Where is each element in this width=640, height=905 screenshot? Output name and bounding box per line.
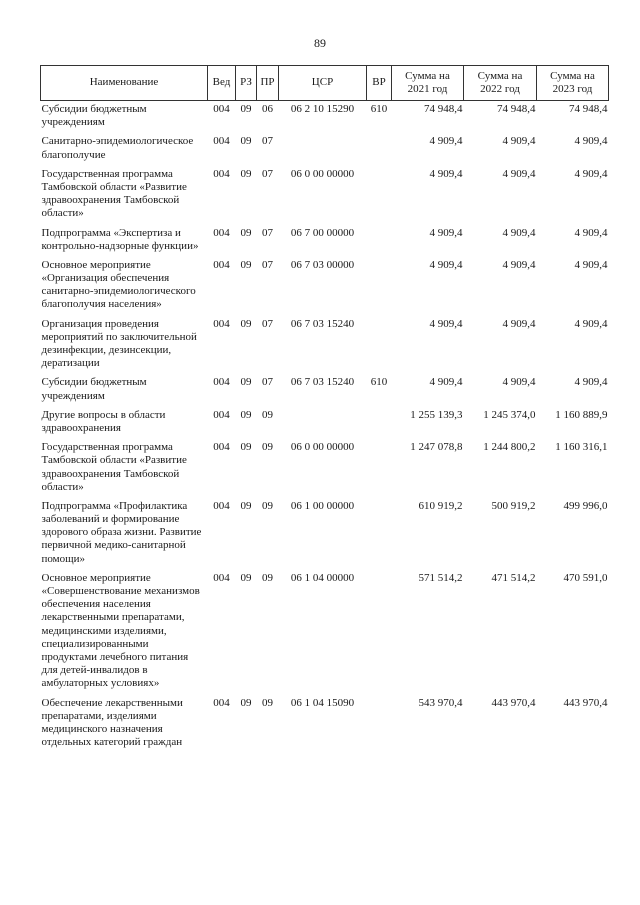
- row-sum-2023: 4 909,4: [574, 317, 608, 330]
- table-row: [41, 500, 609, 572]
- row-sum-2022: 471 514,2: [491, 571, 536, 584]
- row-ved: 004: [213, 499, 230, 512]
- table-row: [41, 135, 609, 167]
- row-sum-2023: 4 909,4: [574, 226, 608, 239]
- row-csr: 06 0 00 00000: [290, 441, 355, 454]
- header-sum-2021: Сумма на 2021 год: [392, 66, 464, 101]
- row-sum-2021: 4 909,4: [429, 376, 463, 389]
- row-pr: 09: [262, 408, 273, 421]
- row-sum-2021: 4 909,4: [429, 226, 463, 239]
- row-sum-2023: 470 591,0: [563, 571, 608, 584]
- row-sum-2023: 74 948,4: [569, 103, 608, 115]
- row-name: Санитарно-эпидемиологическое благополучие: [41, 135, 194, 161]
- row-sum-2021: 610 919,2: [418, 499, 463, 512]
- row-name: Государственная программа Тамбовской области «Развитие здравоохранения Тамбовской области»: [41, 441, 187, 493]
- row-ved: 004: [213, 135, 230, 148]
- header-sum-2023: Сумма на 2023 год: [537, 66, 609, 101]
- header-ved: Вед: [208, 66, 236, 101]
- row-csr: 06 2 10 15290: [290, 103, 355, 115]
- row-sum-2023: 1 160 889,9: [555, 408, 608, 421]
- row-vr: [367, 135, 392, 167]
- row-sum-2022: 1 245 374,0: [483, 408, 536, 421]
- row-csr: 06 1 00 00000: [290, 499, 355, 512]
- row-sum-2021: 1 255 139,3: [410, 408, 463, 421]
- table-row: [41, 101, 609, 136]
- table-row: [41, 441, 609, 500]
- row-sum-2022: 1 244 800,2: [483, 441, 536, 454]
- row-name: Подпрограмма «Профилактика заболеваний и формирование здорового образа жизни. Развитие первичной медико-санитарной помощи»: [41, 499, 202, 565]
- header-name: Наименование: [41, 66, 208, 101]
- row-rz: 09: [240, 317, 252, 330]
- table-row: [41, 697, 609, 756]
- row-sum-2022: 4 909,4: [502, 167, 536, 180]
- row-vr: [367, 168, 392, 227]
- table-row: [41, 318, 609, 377]
- table-row: [41, 572, 609, 697]
- header-rz: РЗ: [236, 66, 257, 101]
- table-row: [41, 259, 609, 318]
- row-vr: [367, 259, 392, 318]
- row-pr: 06: [262, 103, 273, 115]
- table-row: [41, 227, 609, 259]
- row-pr: 07: [262, 317, 273, 330]
- row-sum-2023: 4 909,4: [574, 376, 608, 389]
- row-vr: 610: [370, 376, 388, 389]
- row-ved: 004: [213, 103, 230, 115]
- row-name: Подпрограмма «Экспертиза и контрольно-надзорные функции»: [41, 226, 199, 252]
- row-ved: 004: [213, 226, 230, 239]
- row-sum-2021: 4 909,4: [429, 258, 463, 271]
- row-sum-2023: 4 909,4: [574, 135, 608, 148]
- row-sum-2021: 571 514,2: [418, 571, 463, 584]
- row-csr: 06 1 04 15090: [290, 696, 355, 709]
- row-rz: 09: [240, 103, 252, 115]
- row-sum-2021: 4 909,4: [429, 167, 463, 180]
- row-pr: 09: [262, 696, 273, 709]
- row-sum-2021: 1 247 078,8: [410, 441, 463, 454]
- row-vr: 610: [370, 103, 388, 115]
- row-csr: [279, 409, 367, 441]
- row-sum-2022: 74 948,4: [497, 103, 536, 115]
- row-sum-2021: 4 909,4: [429, 317, 463, 330]
- table-row: [41, 409, 609, 441]
- row-ved: 004: [213, 258, 230, 271]
- row-rz: 09: [240, 226, 252, 239]
- row-sum-2022: 4 909,4: [502, 317, 536, 330]
- row-name: Государственная программа Тамбовской области «Развитие здравоохранения Тамбовской области»: [41, 167, 187, 220]
- row-name: Основное мероприятие «Организация обеспечения санитарно-эпидемиологического благополучия населения»: [41, 258, 196, 311]
- row-sum-2023: 443 970,4: [563, 696, 608, 709]
- row-pr: 09: [262, 499, 273, 512]
- row-ved: 004: [213, 696, 230, 709]
- row-csr: 06 1 04 00000: [290, 571, 355, 584]
- row-ved: 004: [213, 441, 230, 454]
- header-vr: ВР: [367, 66, 392, 101]
- row-name: Основное мероприятие «Совершенствование механизмов обеспечения населения лекарственными препаратами, медицинскими изделиями, специализированными продуктами лечебного питания для детей-инвалидов в амбулаторных условиях»: [41, 571, 200, 690]
- row-ved: 004: [213, 408, 230, 421]
- header-pr: ПР: [257, 66, 279, 101]
- row-rz: 09: [240, 167, 252, 180]
- row-pr: 07: [262, 258, 273, 271]
- row-csr: [279, 135, 367, 167]
- row-rz: 09: [240, 441, 252, 454]
- row-csr: 06 7 00 00000: [290, 226, 355, 239]
- row-sum-2022: 443 970,4: [491, 696, 536, 709]
- row-pr: 09: [262, 571, 273, 584]
- row-rz: 09: [240, 376, 252, 389]
- page-number: 89: [314, 36, 326, 50]
- row-vr: [367, 572, 392, 697]
- row-name: Организация проведения мероприятий по заключительной дезинфекции, дезинсекции, дератизации: [41, 317, 197, 370]
- header-sum-2022: Сумма на 2022 год: [464, 66, 537, 101]
- row-sum-2022: 4 909,4: [502, 135, 536, 148]
- table-row: [41, 376, 609, 408]
- row-sum-2023: 1 160 316,1: [555, 441, 608, 454]
- row-pr: 07: [262, 135, 273, 148]
- row-rz: 09: [240, 258, 252, 271]
- row-sum-2023: 4 909,4: [574, 258, 608, 271]
- row-sum-2022: 4 909,4: [502, 258, 536, 271]
- row-sum-2023: 4 909,4: [574, 167, 608, 180]
- row-vr: [367, 409, 392, 441]
- row-csr: 06 7 03 15240: [290, 376, 355, 389]
- row-name: Обеспечение лекарственными препаратами, изделиями медицинского назначения отдельных категорий граждан: [41, 696, 183, 749]
- row-rz: 09: [240, 135, 252, 148]
- row-sum-2021: 74 948,4: [424, 103, 463, 115]
- row-sum-2022: 4 909,4: [502, 376, 536, 389]
- row-rz: 09: [240, 408, 252, 421]
- row-sum-2021: 4 909,4: [429, 135, 463, 148]
- row-sum-2023: 499 996,0: [563, 499, 608, 512]
- row-rz: 09: [240, 499, 252, 512]
- row-pr: 07: [262, 376, 273, 389]
- table-header-row: [41, 66, 609, 101]
- row-ved: 004: [213, 376, 230, 389]
- row-name: Другие вопросы в области здравоохранения: [41, 408, 166, 434]
- header-csr: ЦСР: [279, 66, 367, 101]
- row-pr: 09: [262, 441, 273, 454]
- row-ved: 004: [213, 167, 230, 180]
- row-vr: [367, 441, 392, 500]
- row-pr: 07: [262, 226, 273, 239]
- row-vr: [367, 500, 392, 572]
- row-sum-2022: 4 909,4: [502, 226, 536, 239]
- row-rz: 09: [240, 571, 252, 584]
- row-rz: 09: [240, 696, 252, 709]
- row-sum-2021: 543 970,4: [418, 696, 463, 709]
- row-csr: 06 0 00 00000: [290, 167, 355, 180]
- row-csr: 06 7 03 00000: [290, 258, 355, 271]
- row-name: Субсидии бюджетным учреждениям: [41, 103, 147, 129]
- row-pr: 07: [262, 167, 273, 180]
- row-vr: [367, 697, 392, 756]
- row-vr: [367, 227, 392, 259]
- row-ved: 004: [213, 317, 230, 330]
- row-name: Субсидии бюджетным учреждениям: [41, 376, 147, 402]
- table-row: [41, 168, 609, 227]
- row-ved: 004: [213, 571, 230, 584]
- row-sum-2022: 500 919,2: [491, 499, 536, 512]
- row-vr: [367, 318, 392, 377]
- row-csr: 06 7 03 15240: [290, 317, 355, 330]
- budget-table: [40, 65, 609, 755]
